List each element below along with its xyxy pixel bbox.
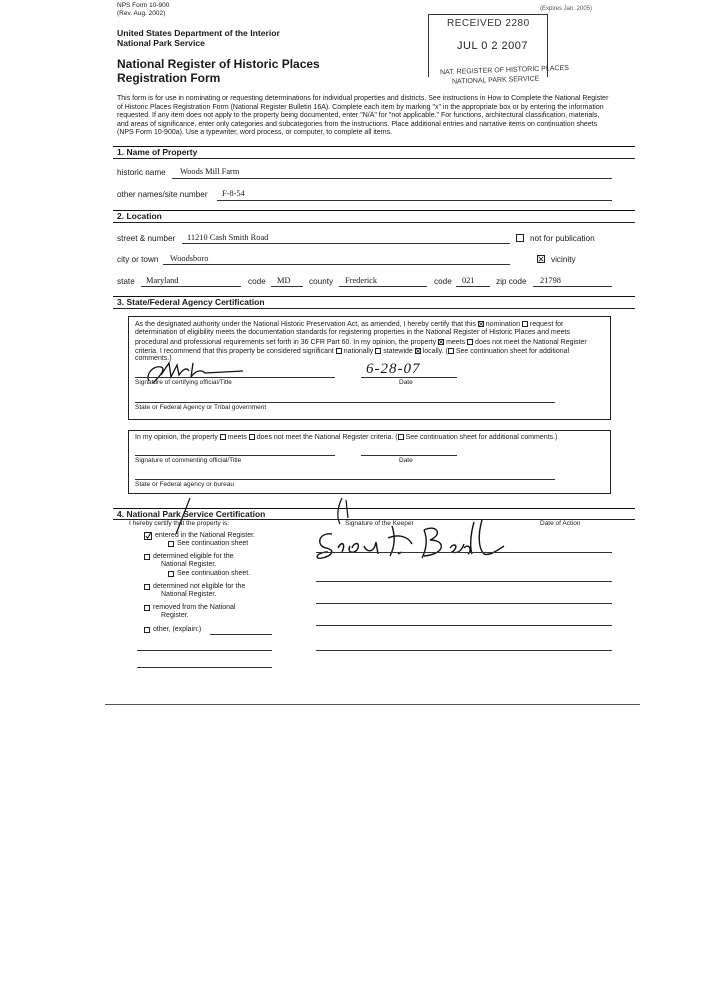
nomination-checkbox[interactable] — [478, 321, 484, 327]
cert-date-label: Date — [399, 379, 413, 386]
instruction-line: and areas of significance, enter only categories and subcategories from the instructions. Place additional entries and narrative items on continuation sheets — [117, 120, 598, 128]
form-revision: (Rev. Aug. 2002) — [117, 10, 166, 17]
commenting-agency-label: State or Federal agency or bureau — [135, 481, 235, 488]
form-expires: (Expires Jan. 2005) — [540, 6, 593, 12]
form-title-line2: Registration Form — [117, 71, 221, 85]
department-name: United States Department of the Interior — [117, 28, 280, 38]
section-rule — [113, 210, 635, 211]
section1-heading: 1. Name of Property — [117, 147, 198, 157]
request-checkbox[interactable] — [522, 321, 528, 327]
cert-line-3: procedural and professional requirements set forth in 36 CFR Part 60. In my opinion, the property meets does not meet the National Register — [135, 339, 587, 346]
county-code-label: code — [434, 277, 452, 286]
commenting-date-label: Date — [399, 457, 413, 464]
keeper-signature-line — [316, 552, 612, 553]
signed-date: 6-28-07 — [366, 361, 421, 377]
state-code-label: code — [248, 277, 266, 286]
meets-checkbox[interactable] — [438, 339, 444, 345]
eligible-checkbox[interactable] — [144, 554, 150, 560]
form-number: NPS Form 10-900 — [117, 2, 170, 9]
commenting-signature-label: Signature of commenting official/Title — [135, 457, 242, 464]
section4-heading: 4. National Park Service Certification — [117, 509, 266, 519]
agency-line — [135, 479, 555, 480]
keeper-signature-line — [316, 650, 612, 651]
other-names-label: other names/site number — [117, 190, 208, 199]
locally-checkbox[interactable] — [415, 348, 421, 354]
check-x-icon — [439, 340, 443, 344]
other-checkbox[interactable] — [144, 627, 150, 633]
eligible-label: determined eligible for the — [153, 553, 234, 560]
other-label: other, (explain:) — [153, 626, 202, 633]
stamp-date: JUL 0 2 2007 — [457, 40, 529, 52]
check-x-icon — [416, 349, 420, 353]
not-eligible-label: determined not eligible for the — [153, 583, 246, 590]
historic-name-value[interactable]: Woods Mill Farm — [180, 167, 240, 176]
opinion-does-not-meet-checkbox[interactable] — [249, 434, 255, 440]
stamp-register-line2: NATIONAL PARK SERVICE — [451, 75, 540, 86]
field-underline — [456, 286, 490, 287]
entered-checkbox[interactable] — [144, 532, 152, 540]
zip-value[interactable]: 21798 — [540, 276, 561, 285]
removed-checkbox[interactable] — [144, 605, 150, 611]
not-for-publication-checkbox[interactable] — [516, 234, 524, 242]
keeper-signature-line — [316, 581, 612, 582]
instruction-line: This form is for use in nominating or requesting determinations for individual properties and districts. See instructions in How to Complete the National Register — [117, 95, 609, 102]
keeper-signature-line — [316, 603, 612, 604]
field-underline — [182, 243, 510, 244]
field-underline — [271, 286, 303, 287]
section2-heading: 2. Location — [117, 211, 162, 221]
vicinity-label: vicinity — [551, 255, 576, 264]
cert-line-1: As the designated authority under the National Historic Preservation Act, as amended, I hereby certify that this nomination request for — [135, 321, 564, 328]
service-name: National Park Service — [117, 38, 205, 48]
not-eligible-label-2: National Register. — [161, 591, 217, 598]
field-underline — [141, 286, 241, 287]
eligible-continuation-label: See continuation sheet. — [177, 570, 251, 577]
state-code-value[interactable]: MD — [277, 276, 291, 285]
statewide-checkbox[interactable] — [375, 348, 381, 354]
date-line — [361, 455, 457, 456]
other-explain-line[interactable] — [137, 650, 272, 651]
date-of-action-label: Date of Action — [540, 520, 581, 527]
cert-line-5: comments.) — [135, 355, 172, 362]
cert-line-2: determination of eligibility meets the documentation standards for registering properties in the National Register of Historic Places and meets — [135, 329, 570, 336]
nationally-checkbox[interactable] — [336, 348, 342, 354]
section-rule — [113, 222, 635, 223]
signature-line — [135, 455, 335, 456]
keeper-signature — [312, 518, 508, 568]
instruction-line: (NPS Form 10-900a). Use a typewriter, word process, or computer, to complete all items. — [117, 129, 393, 137]
street-label: street & number — [117, 234, 176, 243]
date-line — [361, 377, 457, 378]
other-explain-line[interactable] — [210, 634, 272, 635]
zip-label: zip code — [496, 277, 527, 286]
eligible-continuation-checkbox[interactable] — [168, 571, 174, 577]
continuation-sheet-checkbox[interactable] — [448, 348, 454, 354]
field-underline — [217, 200, 612, 201]
cert-line-4: criteria. I recommend that this property be considered significant nationally statewide locally. ( See continuation sheet for additional — [135, 348, 570, 355]
stamp-register-line1: NAT. REGISTER OF HISTORIC PLACES — [439, 64, 569, 77]
field-underline — [339, 286, 427, 287]
county-code-value[interactable]: 021 — [462, 276, 475, 285]
field-underline — [163, 264, 510, 265]
certification-box — [128, 316, 611, 420]
entered-continuation-label: See continuation sheet — [177, 540, 249, 547]
vicinity-checkbox[interactable] — [537, 255, 545, 263]
keeper-label: Signature of the Keeper — [345, 520, 414, 527]
section-rule — [113, 308, 635, 309]
opinion-meets-checkbox[interactable] — [220, 434, 226, 440]
certify-line: I hereby certify that the property is: — [129, 520, 230, 527]
bottom-rule — [105, 704, 640, 705]
check-mark-icon — [145, 533, 151, 539]
county-value[interactable]: Frederick — [345, 276, 378, 285]
other-names-value[interactable]: F-8-54 — [222, 189, 245, 198]
field-underline — [172, 178, 612, 179]
entered-continuation-checkbox[interactable] — [168, 541, 174, 547]
city-label: city or town — [117, 255, 159, 264]
city-value[interactable]: Woodsboro — [170, 254, 209, 263]
section-rule — [113, 158, 635, 159]
agency-label: State or Federal Agency or Tribal government — [135, 404, 267, 411]
stamp-received: RECEIVED 2280 — [447, 18, 530, 29]
state-label: state — [117, 277, 135, 286]
eligible-label-2: National Register. — [161, 561, 217, 568]
entered-label: entered in the National Register. — [155, 532, 256, 539]
opinion-line: In my opinion, the property meets does not meet the National Register criteria. ( See continuation sheet for additional comments.) — [135, 434, 558, 441]
instructions — [117, 95, 637, 138]
not-eligible-checkbox[interactable] — [144, 584, 150, 590]
opinion-box — [128, 430, 611, 494]
not-for-publication-label: not for publication — [530, 234, 595, 243]
agency-line — [135, 402, 555, 403]
keeper-signature-line — [316, 625, 612, 626]
instruction-line: of Historic Places Registration Form (National Register Bulletin 16A). Complete each item by marking "x" in the appropriate box or by entering the information — [117, 103, 604, 111]
state-value[interactable]: Maryland — [146, 276, 179, 285]
check-x-icon — [479, 322, 483, 326]
instruction-line: requested. If any item does not apply to the property being documented, enter "N/A" for "not applicable." For functions, architectural classification, materials, — [117, 112, 600, 120]
signature-line — [135, 377, 335, 378]
opinion-continuation-checkbox[interactable] — [398, 434, 404, 440]
section3-heading: 3. State/Federal Agency Certification — [117, 297, 265, 307]
check-x-icon — [538, 256, 544, 262]
historic-name-label: historic name — [117, 168, 166, 177]
field-underline — [533, 286, 612, 287]
form-title-line1: National Register of Historic Places — [117, 57, 320, 71]
other-explain-line[interactable] — [137, 667, 272, 668]
street-value[interactable]: 11210 Cash Smith Road — [187, 233, 269, 242]
county-label: county — [309, 277, 334, 286]
removed-label-2: Register. — [161, 612, 189, 619]
does-not-meet-checkbox[interactable] — [467, 339, 473, 345]
removed-label: removed from the National — [153, 604, 236, 611]
certifying-signature-label: Signature of certifying official/Title — [135, 379, 232, 386]
